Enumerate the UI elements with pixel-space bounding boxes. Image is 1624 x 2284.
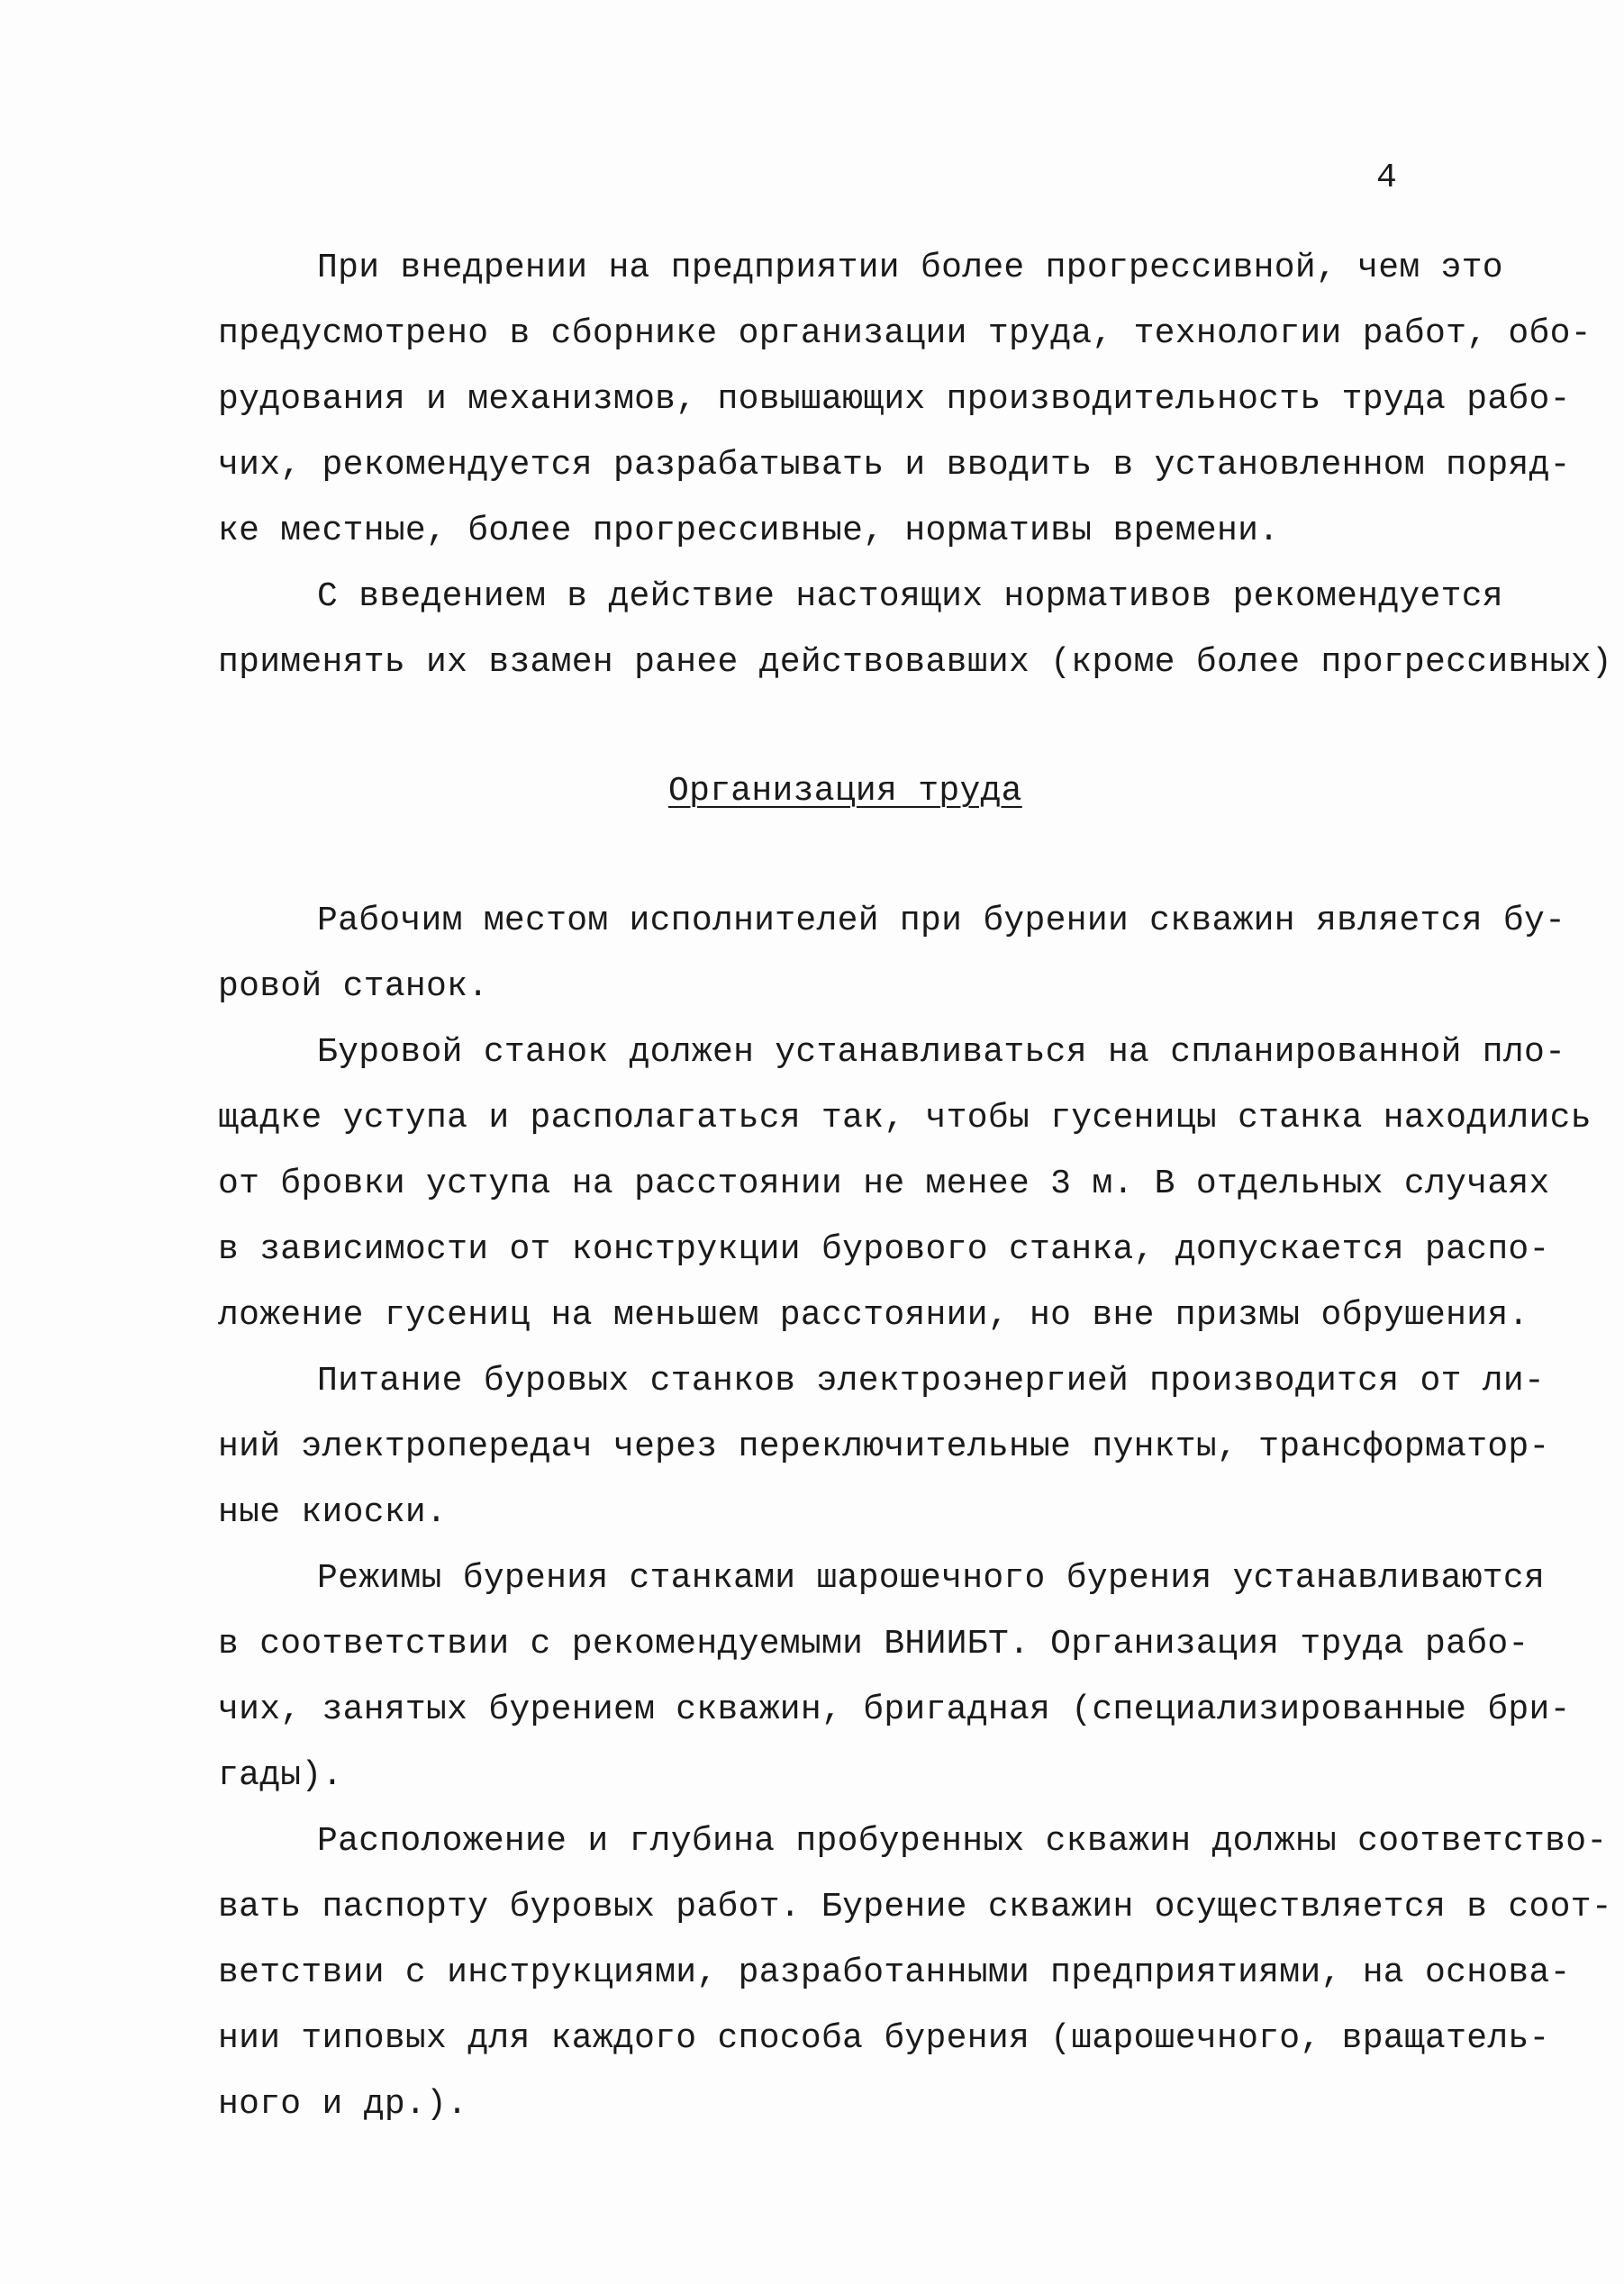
text-line: ложение гусениц на меньшем расстоянии, но вне призмы обрушения.: [218, 1296, 1529, 1335]
text-line: применять их взамен ранее действовавших (кроме более прогрессивных): [218, 643, 1612, 682]
text-line: ветствии с инструкциями, разработанными предприятиями, на основа-: [218, 1953, 1571, 1992]
text-line: ные киоски.: [218, 1493, 448, 1532]
text-line: от бровки уступа на расстоянии не менее 3 м. В отдельных случаях: [218, 1165, 1550, 1203]
text-line: С введением в действие настоящих нормативов рекомендуется: [317, 577, 1503, 616]
text-line: щадке уступа и располагаться так, чтобы гусеницы станка находились: [218, 1099, 1592, 1137]
page-number: 4: [1376, 159, 1398, 197]
text-line: При внедрении на предприятии более прогрессивной, чем это: [317, 249, 1503, 287]
text-line: ровой станок.: [218, 967, 489, 1006]
text-line: в зависимости от конструкции бурового станка, допускается распо-: [218, 1230, 1550, 1269]
text-line: гады).: [218, 1756, 343, 1795]
text-line: Режимы бурения станками шарошечного бурения устанавливаются: [317, 1559, 1546, 1598]
text-line: ного и др.).: [218, 2085, 468, 2124]
text-line: ке местные, более прогрессивные, нормативы времени.: [218, 512, 1280, 550]
text-line: вать паспорту буровых работ. Бурение скважин осуществляется в соот-: [218, 1888, 1612, 1926]
section-heading: Организация труда: [668, 772, 1022, 811]
text-line: предусмотрено в сборнике организации труда, технологии работ, обо-: [218, 314, 1592, 353]
text-line: в соответствии с рекомендуемыми ВНИИБТ. Организация труда рабо-: [218, 1625, 1529, 1663]
text-line: нии типовых для каждого способа бурения (шарошечного, вращатель-: [218, 2019, 1550, 2058]
text-line: чих, занятых бурением скважин, бригадная (специализированные бри-: [218, 1690, 1571, 1729]
text-line: ний электропередач через переключительные пункты, трансформатор-: [218, 1428, 1550, 1466]
text-line: рудования и механизмов, повышающих производительность труда рабо-: [218, 380, 1571, 419]
text-line: Питание буровых станков электроэнергией производится от ли-: [317, 1362, 1546, 1400]
text-line: Буровой станок должен устанавливаться на спланированной пло-: [317, 1033, 1566, 1072]
text-line: Расположение и глубина пробуренных скважин должны соответство-: [317, 1822, 1608, 1861]
text-line: Рабочим местом исполнителей при бурении скважин является бу-: [317, 902, 1566, 940]
text-line: чих, рекомендуется разрабатывать и вводить в установленном поряд-: [218, 446, 1571, 485]
